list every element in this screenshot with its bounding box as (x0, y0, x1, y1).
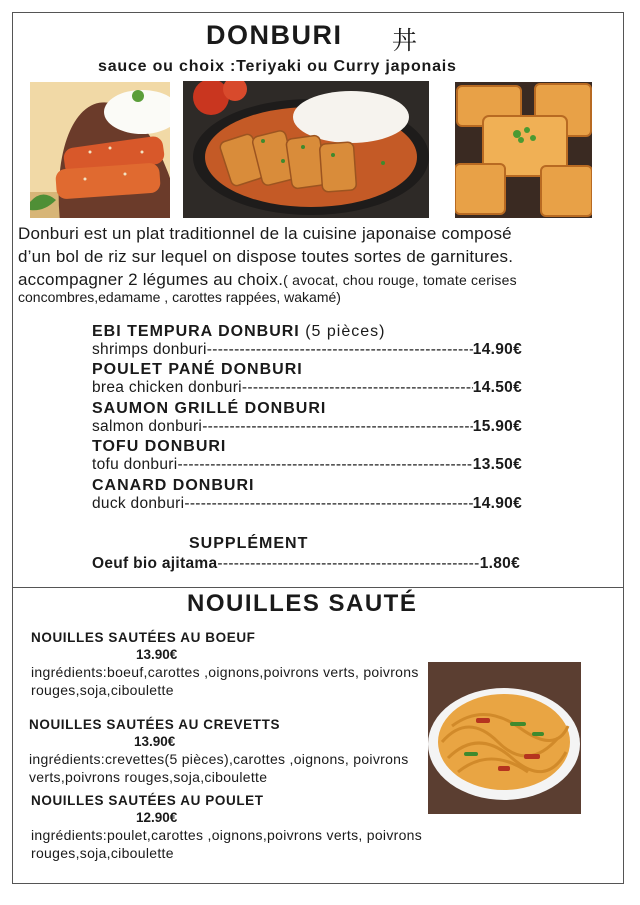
chicken-katsu-curry-photo (183, 81, 429, 218)
item-ingredients: ingrédients:boeuf,carottes ,oignons,poivrons verts, poivrons rouges,soja,ciboulette (31, 664, 419, 698)
item-ingredients: ingrédients:poulet,carottes ,oignons,poivrons verts, poivrons rouges,soja,ciboulette (31, 827, 423, 861)
item-desc: shrimps donburi (92, 341, 207, 358)
donburi-intro-line-3-veg: ( avocat, chou rouge, tomate cerises (283, 272, 517, 288)
item-name: NOUILLES SAUTÉES AU POULET (31, 793, 264, 808)
item-name: EBI TEMPURA DONBURI (92, 323, 300, 340)
item-name: CANARD DONBURI (92, 477, 255, 494)
nouilles-title: NOUILLES SAUTÉ (187, 590, 418, 617)
donburi-item (92, 323, 522, 359)
item-note: (5 pièces) (299, 323, 386, 340)
nouilles-item (31, 793, 431, 862)
item-price: 14.90€ (472, 495, 522, 512)
nouilles-item (31, 630, 431, 699)
item-name: TOFU DONBURI (92, 438, 227, 455)
salmon-donburi-photo (30, 82, 170, 218)
nouilles-item (29, 717, 429, 786)
donburi-title: DONBURI (206, 20, 343, 50)
donburi-item (92, 400, 522, 436)
donburi-intro-line-4: concombres,edamame , carottes rappées, wakamé) (18, 289, 341, 305)
item-price: 13.50€ (472, 456, 522, 473)
item-price: 14.90€ (472, 341, 522, 358)
donburi-item (92, 477, 522, 513)
item-price: 14.50€ (472, 379, 522, 396)
item-desc: brea chicken donburi (92, 379, 242, 396)
supplement-name: Oeuf bio ajitama (92, 555, 218, 572)
item-ingredients: ingrédients:crevettes(5 pièces),carottes ,oignons, poivrons verts,poivrons rouges,soja,ciboulette (29, 751, 409, 785)
donburi-kanji: 丼 (392, 26, 418, 55)
donburi-item (92, 438, 522, 474)
item-price: 15.90€ (472, 418, 522, 435)
item-price: 12.90€ (136, 810, 178, 825)
stir-fried-noodles-photo (428, 662, 581, 814)
donburi-intro-line-1: Donburi est un plat traditionnel de la cuisine japonaise composé (18, 224, 512, 243)
item-price: 13.90€ (134, 734, 176, 749)
supplement-title: SUPPLÉMENT (189, 535, 309, 552)
item-name: SAUMON GRILLÉ DONBURI (92, 400, 327, 417)
donburi-item (92, 361, 522, 397)
supplement-price: 1.80€ (479, 555, 520, 572)
item-desc: tofu donburi (92, 456, 178, 473)
donburi-intro-line-3-main: accompagner 2 légumes au choix. (18, 270, 284, 289)
item-desc: duck donburi (92, 495, 185, 512)
item-name: POULET PANÉ DONBURI (92, 361, 303, 378)
item-price: 13.90€ (136, 647, 178, 662)
donburi-subtitle: sauce ou choix :Teriyaki ou Curry japonais (98, 58, 457, 75)
supplement-line (92, 555, 520, 573)
item-desc: salmon donburi (92, 418, 203, 435)
donburi-intro-line-2: d’un bol de riz sur lequel on dispose toutes sortes de garnitures. (18, 247, 514, 266)
item-name: NOUILLES SAUTÉES AU CREVETTS (29, 717, 281, 732)
tofu-photo (455, 82, 592, 218)
item-name: NOUILLES SAUTÉES AU BOEUF (31, 630, 256, 645)
